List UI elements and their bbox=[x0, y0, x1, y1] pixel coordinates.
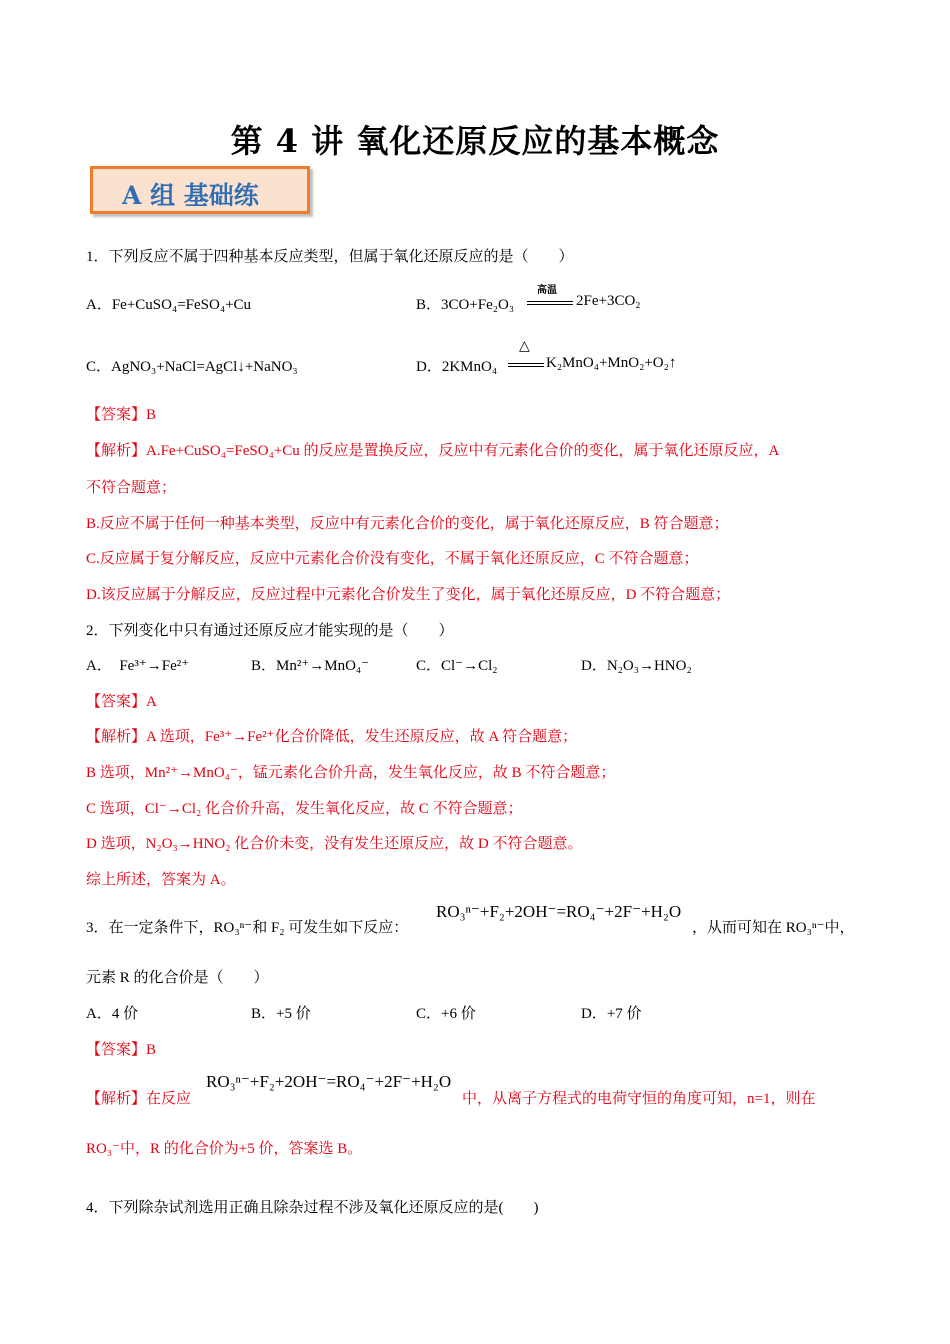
q3-option-a: A．4 价 bbox=[86, 1006, 139, 1022]
q2-option-b: B．Mn²⁺→MnO₄⁻ bbox=[251, 658, 370, 674]
q3-stem-tail: ，从而可知在 RO₃ⁿ⁻中， bbox=[692, 920, 855, 936]
q1-option-d-equals bbox=[508, 363, 544, 367]
q2-explanation-line: 【解析】A 选项，Fe³⁺→Fe²⁺化合价降低，发生还原反应，故 A 符合题意； bbox=[86, 729, 578, 745]
q1-option-a: A．Fe+CuSO₄=FeSO₄+Cu bbox=[86, 297, 252, 313]
q3-explanation-line: 【解析】在反应 bbox=[86, 1091, 192, 1107]
q2-option-d: D．N₂O₃→HNO₂ bbox=[581, 658, 692, 674]
q2-option-a: A． Fe³⁺→Fe²⁺ bbox=[86, 658, 190, 674]
q2-explanation-line: C 选项，Cl⁻→Cl₂ 化合价升高，发生氧化反应，故 C 不符合题意； bbox=[86, 801, 523, 817]
q1-explanation-line: 【解析】A.Fe+CuSO₄=FeSO₄+Cu 的反应是置换反应，反应中有元素化合价的变化，属于氧化还原反应，A bbox=[86, 443, 780, 459]
q1-option-d-left: D．2KMnO₄ bbox=[416, 359, 498, 375]
q1-explanation-line: 不符合题意； bbox=[86, 480, 177, 496]
q2-explanation-line: B 选项，Mn²⁺→MnO₄⁻，锰元素化合价升高，发生氧化反应，故 B 不符合题意； bbox=[86, 765, 616, 781]
q1-explanation-line: D.该反应属于分解反应，反应过程中元素化合价发生了变化，属于氧化还原反应，D 不符合题意； bbox=[86, 587, 731, 603]
q3-stem: 3．在一定条件下，RO₃ⁿ⁻和 F₂ 可发生如下反应： bbox=[86, 920, 409, 936]
q1-explanation-line: C.反应属于复分解反应，反应中元素化合价没有变化，不属于氧化还原反应，C 不符合题意； bbox=[86, 551, 699, 567]
q1-option-b-condition: 高温 bbox=[537, 285, 557, 296]
q3-explanation-equation: RO₃ⁿ⁻+F₂+2OH⁻=RO₄⁻+2F⁻+H₂O bbox=[206, 1072, 452, 1091]
q1-explanation-line: B.反应不属于任何一种基本类型，反应中有元素化合价的变化，属于氧化还原反应，B 符合题意； bbox=[86, 516, 729, 532]
page-title: 第 4 讲 氧化还原反应的基本概念 bbox=[230, 122, 720, 160]
q1-option-d-condition: △ bbox=[519, 339, 530, 354]
q3-option-c: C．+6 价 bbox=[416, 1006, 476, 1022]
q1-option-b-left: B．3CO+Fe₂O₃ bbox=[416, 297, 515, 313]
q2-answer: 【答案】A bbox=[86, 694, 157, 710]
q1-option-c: C．AgNO₃+NaCl=AgCl↓+NaNO₃ bbox=[86, 359, 298, 375]
q3-explanation-line: RO₃⁻中，R 的化合价为+5 价，答案选 B。 bbox=[86, 1141, 363, 1157]
q1-option-b-right: 2Fe+3CO₂ bbox=[576, 293, 641, 309]
q1-stem: 1．下列反应不属于四种基本反应类型，但属于氧化还原反应的是（ ） bbox=[86, 249, 574, 265]
q3-equation: RO₃ⁿ⁻+F₂+2OH⁻=RO₄⁻+2F⁻+H₂O bbox=[436, 902, 682, 921]
q2-stem: 2．下列变化中只有通过还原反应才能实现的是（ ） bbox=[86, 623, 454, 639]
q3-option-b: B．+5 价 bbox=[251, 1006, 311, 1022]
q2-explanation-line: D 选项，N₂O₃→HNO₂ 化合价未变，没有发生还原反应，故 D 不符合题意。 bbox=[86, 836, 583, 852]
q2-explanation-line: 综上所述，答案为 A。 bbox=[86, 872, 236, 888]
q4-stem: 4．下列除杂试剂选用正确且除杂过程不涉及氧化还原反应的是( ) bbox=[86, 1200, 539, 1216]
q3-answer: 【答案】B bbox=[86, 1042, 157, 1058]
q2-option-c: C．Cl⁻→Cl₂ bbox=[416, 658, 498, 674]
group-a-label: A 组 基础练 bbox=[122, 181, 259, 210]
q1-option-d-right: K₂MnO₄+MnO₂+O₂↑ bbox=[546, 355, 677, 371]
q1-answer: 【答案】B bbox=[86, 407, 157, 423]
q3-stem-line-2: 元素 R 的化合价是（ ） bbox=[86, 970, 269, 986]
q1-option-b-equals bbox=[527, 301, 573, 305]
q3-explanation-line: 中，从离子方程式的电荷守恒的角度可知，n=1，则在 bbox=[462, 1091, 816, 1107]
q3-option-d: D．+7 价 bbox=[581, 1006, 642, 1022]
